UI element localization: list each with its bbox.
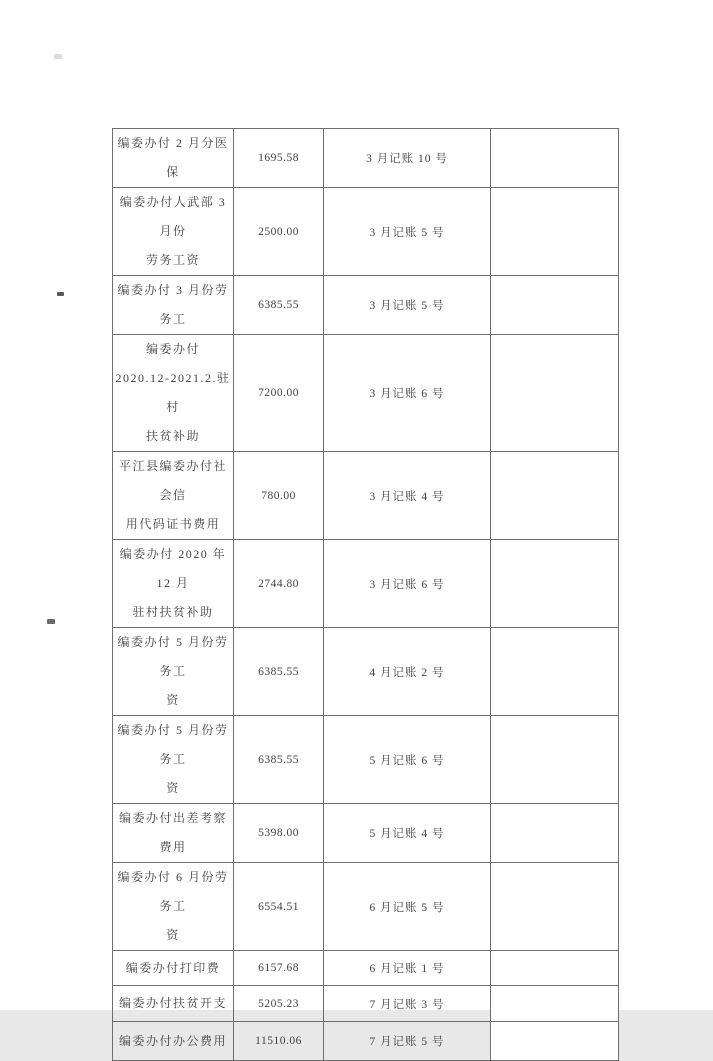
notes-cell <box>491 129 619 188</box>
expense-description-line: 编委办付 2 月分医保 <box>117 136 229 179</box>
notes-cell <box>491 452 619 540</box>
expense-description-line: 驻村扶贫补助 <box>132 605 214 619</box>
amount-cell: 6385.55 <box>234 276 324 335</box>
voucher-cell: 5 月记账 4 号 <box>324 804 491 863</box>
amount-cell: 2500.00 <box>234 188 324 276</box>
expense-description-cell <box>113 335 234 452</box>
table-row <box>113 951 619 986</box>
amount-cell: 2744.80 <box>234 540 324 628</box>
notes-cell <box>491 986 619 1022</box>
table-row <box>113 335 619 452</box>
voucher-cell: 7 月记账 3 号 <box>324 986 491 1022</box>
table-row <box>113 804 619 863</box>
notes-cell <box>491 951 619 986</box>
expense-table-body <box>113 129 619 1061</box>
amount-cell: 5205.23 <box>234 986 324 1022</box>
table-row <box>113 628 619 716</box>
expense-description-cell <box>113 951 234 986</box>
expense-description-cell <box>113 188 234 276</box>
expense-description-line: 编委办付人武部 3 月份 <box>119 195 227 238</box>
expense-description-line: 编委办付 6 月份劳务工 <box>117 870 229 913</box>
expense-description-line: 劳务工资 <box>145 253 200 267</box>
voucher-cell: 3 月记账 5 号 <box>324 276 491 335</box>
notes-cell <box>491 188 619 276</box>
table-row <box>113 863 619 951</box>
amount-cell: 7200.00 <box>234 335 324 452</box>
expense-description-line: 编委办付扶贫开支 <box>118 996 227 1010</box>
expense-description-line: 平江县编委办付社会信 <box>118 459 227 502</box>
scan-speck <box>57 292 64 296</box>
expense-description-cell <box>113 452 234 540</box>
table-row <box>113 540 619 628</box>
notes-cell <box>491 540 619 628</box>
amount-cell: 780.00 <box>234 452 324 540</box>
voucher-cell: 6 月记账 5 号 <box>324 863 491 951</box>
notes-cell <box>491 335 619 452</box>
notes-cell <box>491 628 619 716</box>
expense-description-line: 资 <box>166 781 180 795</box>
notes-cell <box>491 1022 619 1061</box>
scan-speck <box>54 54 62 59</box>
table-row <box>113 129 619 188</box>
expense-description-line: 资 <box>166 928 180 942</box>
amount-cell: 11510.06 <box>234 1022 324 1061</box>
voucher-cell: 3 月记账 5 号 <box>324 188 491 276</box>
expense-description-line: 扶贫补助 <box>145 429 200 443</box>
voucher-cell: 4 月记账 2 号 <box>324 628 491 716</box>
notes-cell <box>491 863 619 951</box>
voucher-cell: 6 月记账 1 号 <box>324 951 491 986</box>
amount-cell: 6157.68 <box>234 951 324 986</box>
expense-description-line: 编委办付 5 月份劳务工 <box>117 635 229 678</box>
table-row <box>113 1022 619 1061</box>
voucher-cell: 3 月记账 4 号 <box>324 452 491 540</box>
voucher-cell: 7 月记账 5 号 <box>324 1022 491 1061</box>
expense-description-cell <box>113 986 234 1022</box>
expense-description-cell <box>113 129 234 188</box>
expense-description-line: 编委办付 5 月份劳务工 <box>117 723 229 766</box>
expense-description-line: 编委办付办公费用 <box>118 1033 227 1048</box>
expense-description-line: 2020.12-2021.2.驻村 <box>115 371 231 414</box>
voucher-cell: 3 月记账 6 号 <box>324 335 491 452</box>
expense-description-line: 资 <box>166 693 180 707</box>
amount-cell: 6554.51 <box>234 863 324 951</box>
expense-description-cell <box>113 1022 234 1061</box>
voucher-cell: 3 月记账 6 号 <box>324 540 491 628</box>
voucher-cell: 3 月记账 10 号 <box>324 129 491 188</box>
voucher-cell: 5 月记账 6 号 <box>324 716 491 804</box>
expense-description-cell <box>113 540 234 628</box>
expense-description-cell <box>113 716 234 804</box>
expense-description-line: 编委办付打印费 <box>125 960 221 975</box>
table-row <box>113 188 619 276</box>
scan-speck <box>47 619 55 624</box>
notes-cell <box>491 716 619 804</box>
expense-description-cell <box>113 863 234 951</box>
amount-cell: 5398.00 <box>234 804 324 863</box>
table-row <box>113 986 619 1022</box>
amount-cell: 6385.55 <box>234 716 324 804</box>
expense-description-cell <box>113 804 234 863</box>
table-row <box>113 452 619 540</box>
expense-description-cell <box>113 276 234 335</box>
table-row <box>113 276 619 335</box>
expense-description-line: 编委办付 2020 年 12 月 <box>119 547 227 590</box>
expense-description-line: 编委办付 <box>145 342 200 356</box>
notes-cell <box>491 276 619 335</box>
expense-table <box>112 128 619 1061</box>
expense-description-line: 用代码证书费用 <box>125 517 221 531</box>
amount-cell: 1695.58 <box>234 129 324 188</box>
notes-cell <box>491 804 619 863</box>
table-row <box>113 716 619 804</box>
expense-description-line: 编委办付出差考察费用 <box>118 811 227 854</box>
expense-description-line: 编委办付 3 月份劳务工 <box>117 283 229 326</box>
expense-description-cell <box>113 628 234 716</box>
amount-cell: 6385.55 <box>234 628 324 716</box>
